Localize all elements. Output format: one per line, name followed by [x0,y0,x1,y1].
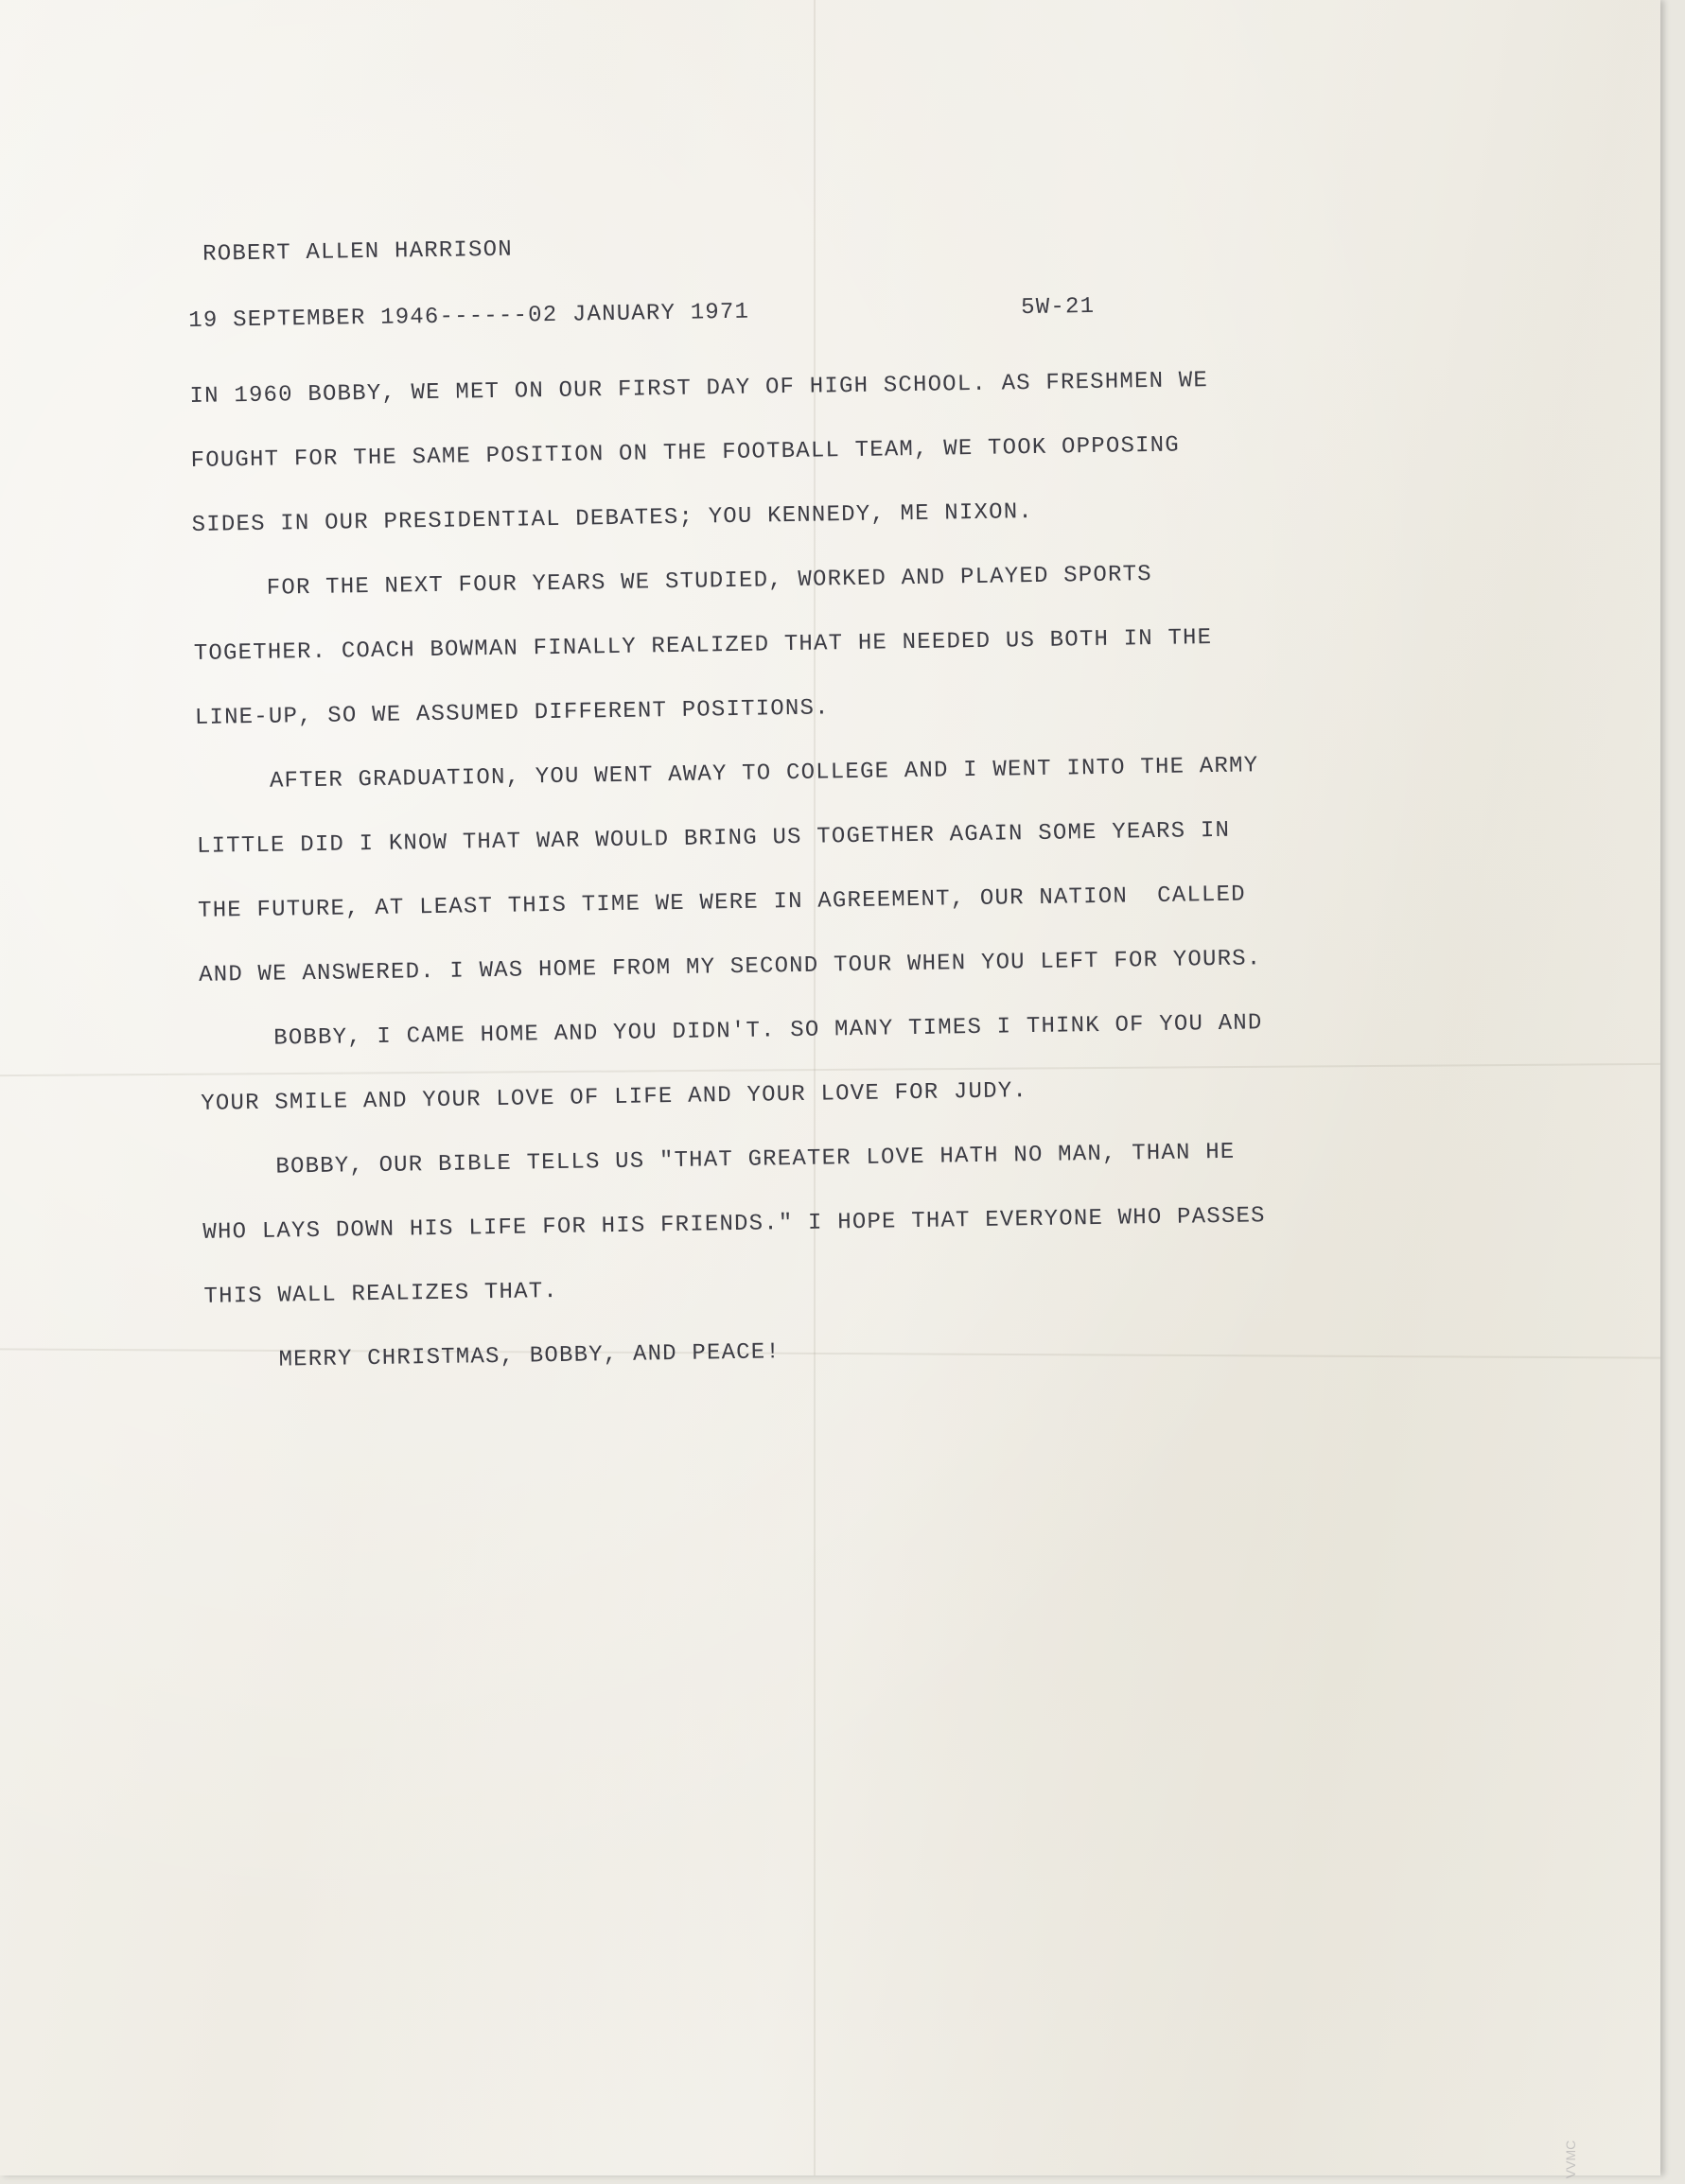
letter-line: AND WE ANSWERED. I WAS HOME FROM MY SECOND TOUR WHEN YOU LEFT FOR YOURS. [198,946,1262,988]
panel-location: 5W-21 [1021,293,1096,322]
letter-line: AFTER GRADUATION, YOU WENT AWAY TO COLLEGE AND I WENT INTO THE ARMY [195,753,1259,795]
letter-line: IN 1960 BOBBY, WE MET ON OUR FIRST DAY OF HIGH SCHOOL. AS FRESHMEN WE [189,368,1209,410]
letter-line: THE FUTURE, AT LEAST THIS TIME WE WERE IN AGREEMENT, OUR NATION CALLED [197,882,1246,924]
letter-line: TOGETHER. COACH BOWMAN FINALLY REALIZED THAT HE NEEDED US BOTH IN THE [193,625,1213,667]
letter-line: YOUR SMILE AND YOUR LOVE OF LIFE AND YOUR LOVE FOR JUDY. [201,1078,1028,1117]
letter-line: MERRY CHRISTMAS, BOBBY, AND PEACE! [204,1339,781,1374]
letter-line: LITTLE DID I KNOW THAT WAR WOULD BRING US TOGETHER AGAIN SOME YEARS IN [196,817,1231,860]
archive-mark: VVMC [1563,2140,1579,2179]
letter-line: BOBBY, OUR BIBLE TELLS US "THAT GREATER LOVE HATH NO MAN, THAN HE [202,1139,1236,1181]
typed-letter [187,222,1417,1374]
letter-line: WHO LAYS DOWN HIS LIFE FOR HIS FRIENDS." I HOPE THAT EVERYONE WHO PASSES [202,1203,1266,1246]
letter-line: BOBBY, I CAME HOME AND YOU DIDN'T. SO MANY TIMES I THINK OF YOU AND [200,1010,1263,1053]
paper-crease [0,1063,1660,1076]
letter-name: ROBERT ALLEN HARRISON [202,236,514,268]
letter-line: SIDES IN OUR PRESIDENTIAL DEBATES; YOU KENNEDY, ME NIXON. [191,498,1034,538]
letter-line: FOR THE NEXT FOUR YEARS WE STUDIED, WORKED AND PLAYED SPORTS [192,562,1153,603]
letter-dates: 19 SEPTEMBER 1946------02 JANUARY 1971 [188,299,750,334]
letter-line: FOUGHT FOR THE SAME POSITION ON THE FOOTBALL TEAM, WE TOOK OPPOSING [190,432,1181,474]
letter-line: THIS WALL REALIZES THAT. [203,1278,559,1310]
letter-line: LINE-UP, SO WE ASSUMED DIFFERENT POSITIONS. [194,695,830,731]
